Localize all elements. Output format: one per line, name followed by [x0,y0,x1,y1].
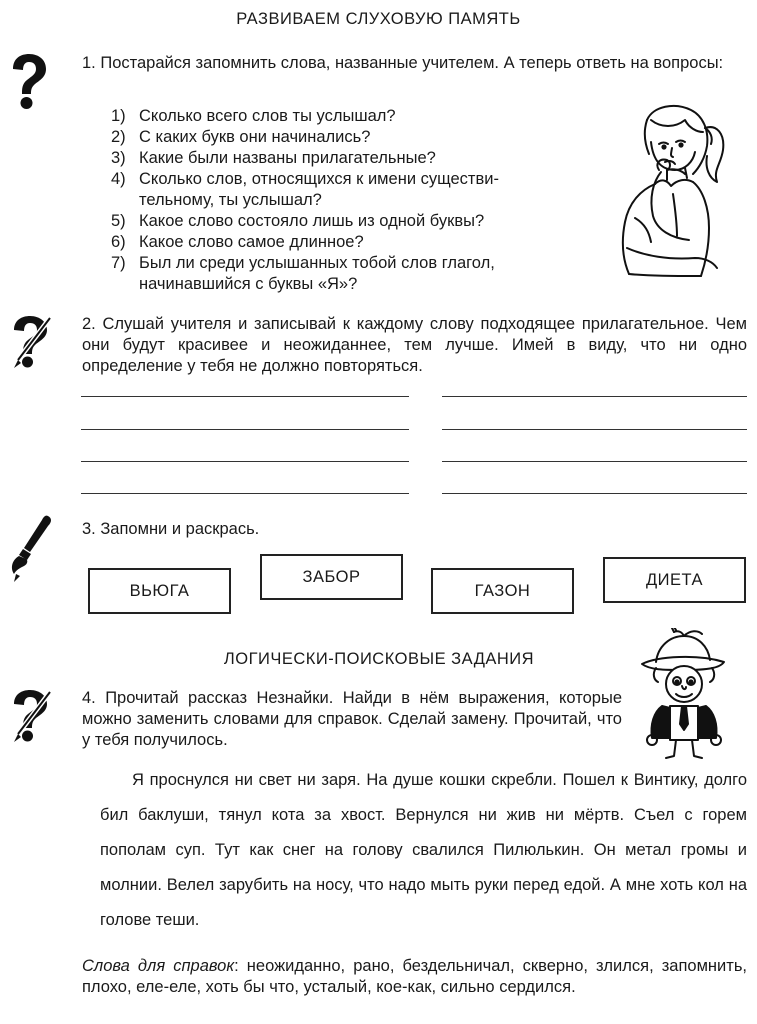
task1-intro: 1. Постарайся запомнить слова, названные учителем. А теперь ответь на вопросы: [82,54,724,72]
pen-question-icon [8,314,54,370]
writing-line[interactable] [81,396,409,397]
task1-questions [111,106,581,295]
writing-line[interactable] [81,493,409,494]
writing-line[interactable] [442,461,747,462]
question-item-cont: начинавшийся с буквы «Я»? [139,275,358,293]
question-item: 5) Какое слово состояло лишь из одной буквы? [111,212,485,230]
question-item: 2) С каких букв они начинались? [111,128,371,146]
question-mark-icon [6,52,50,112]
writing-line[interactable] [81,461,409,462]
writing-line[interactable] [442,396,747,397]
question-item: 7) Был ли среди услышанных тобой слов глагол, [111,254,495,272]
word-box[interactable]: ГАЗОН [431,568,574,614]
neznaika-illustration [628,628,740,763]
question-item-cont: тельному, ты услышал? [139,191,322,209]
question-item: 4) Сколько слов, относящихся к имени существи- [111,170,499,188]
task4-text: 4. Прочитай рассказ Незнайки. Найди в нём выражения, которые можно заменить словами для справок. Сделай замену. Прочитай, что у тебя получилось. [82,689,622,749]
question-item: 1) Сколько всего слов ты услышал? [111,107,396,125]
word-box[interactable]: ВЬЮГА [88,568,231,614]
page-title: РАЗВИВАЕМ СЛУХОВУЮ ПАМЯТЬ [236,10,521,28]
writing-line[interactable] [442,493,747,494]
word-box[interactable]: ЗАБОР [260,554,403,600]
reference-words [82,956,747,998]
writing-line[interactable] [81,429,409,430]
question-item: 6) Какое слово самое длинное? [111,233,364,251]
question-item: 3) Какие были названы прилагательные? [111,149,436,167]
pen-question-icon [8,688,54,744]
task2-text: 2. Слушай учителя и записывай к каждому слову подходящее прилагательное. Чем они будут красивее и неожиданнее, тем лучше. Имей в виду, что ни одно определение у тебя не должно повторяться. [82,315,747,375]
reference-label: Слова для справок [82,957,235,975]
thinking-girl-illustration [605,98,730,283]
reference-list: : неожиданно, рано, бездельничал, скверно, злился, запомнить, плохо, еле-еле, хоть бы что, усталый, кое-как, сильно сердился. [82,957,748,996]
word-box[interactable]: ДИЕТА [603,557,746,603]
task3-text: 3. Запомни и раскрась. [82,520,260,538]
section-title: ЛОГИЧЕСКИ-ПОИСКОВЫЕ ЗАДАНИЯ [223,650,535,668]
paintbrush-icon [8,512,54,584]
writing-line[interactable] [442,429,747,430]
neznaika-story: Я проснулся ни свет ни заря. На душе кошки скребли. Пошел к Винтику, долго бил баклуши, тянул кота за хвост. Вернулся ни жив ни мёртв. Съел с горем пополам суп. Тут как снег на голову свалился Пилюлькин. Он метал громы и молнии. Велел зарубить на носу, что надо мыть руки перед едой. А мне хоть кол на голове теши. [100,771,747,929]
